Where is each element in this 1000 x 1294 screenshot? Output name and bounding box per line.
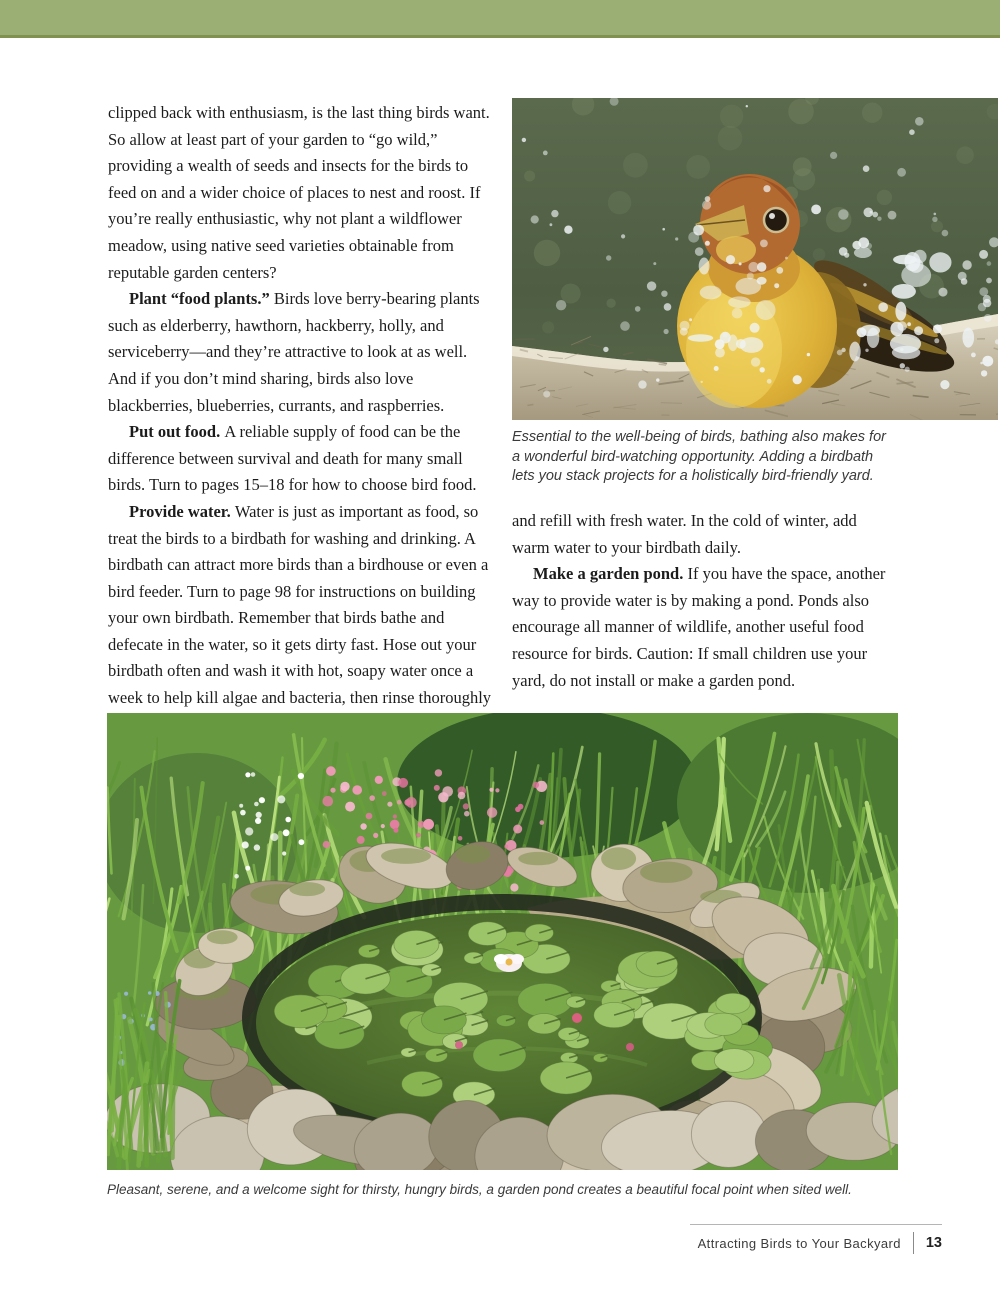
bird-throat xyxy=(716,236,756,264)
paragraph-text: and refill with fresh water. In the cold of winter, add warm water to your birdbath daily. xyxy=(512,511,857,557)
body-paragraph xyxy=(108,286,494,419)
pink-lily-bud xyxy=(572,1013,582,1023)
body-paragraph xyxy=(108,100,494,286)
page-footer xyxy=(690,1224,942,1254)
birdbath-photo xyxy=(512,98,998,420)
footer-rule xyxy=(690,1224,942,1225)
garden-pond-illustration xyxy=(107,713,898,1170)
pink-lily-bud xyxy=(455,1041,463,1049)
page-number: 13 xyxy=(925,1235,942,1251)
paragraph-lead: Put out food. xyxy=(129,422,225,442)
bird-photo-caption: Essential to the well-being of birds, bathing also makes for a wonderful bird-watching opportunity. Adding a birdbath lets you stack projects for a holistically bird-friendly yard. xyxy=(512,429,886,485)
left-text-column xyxy=(108,100,494,712)
eye-highlight xyxy=(769,213,775,219)
paragraph-text: Water is just as important as food, so treat the birds to a birdbath for washing and drinking. A birdbath can attract more birds than a birdhouse or even a bird feeder. Turn to page 98 for instructions on building your own birdbath. Remember that birds bathe and defecate in the water, so it gets dirty fast. Hose out your birdbath often and wash it with hot, soapy water once a week to help kill algae and bacteria, then rinse thoroughly xyxy=(108,501,492,708)
body-paragraph xyxy=(108,499,494,712)
header-bar xyxy=(0,0,1000,38)
body-paragraph xyxy=(512,508,894,561)
bird-eye xyxy=(764,208,788,232)
paragraph-lead: Plant “food plants.” xyxy=(129,289,274,309)
right-text-column xyxy=(512,508,894,694)
paragraph-lead: Make a garden pond. xyxy=(533,564,688,584)
pink-lily-bud xyxy=(626,1043,634,1051)
garden-pond-photo xyxy=(107,713,898,1170)
running-footer-title: Attracting Birds to Your Backyard xyxy=(697,1235,901,1251)
paragraph-text: A reliable supply of food can be the difference between survival and death for many small birds. Turn to pages 15–18 for how to choose bird food. xyxy=(108,422,477,495)
paragraph-text: Birds love berry-bearing plants such as elderberry, hawthorn, hackberry, holly, and serviceberry—and they’re attractive to look at as well. And if you don’t mind sharing, birds also love blackberries, blueberries, currants, and raspberries. xyxy=(108,289,480,415)
birdbath-photo-illustration xyxy=(512,98,998,420)
body-paragraph xyxy=(108,419,494,499)
pond-photo-caption: Pleasant, serene, and a welcome sight for thirsty, hungry birds, a garden pond creates a beautiful focal point when sited well. xyxy=(107,1182,852,1197)
paragraph-text: clipped back with enthusiasm, is the last thing birds want. So allow at least part of your garden to “go wild,” providing a wealth of seeds and insects for the birds to feed on and a wider choice of places to nest and roost. If you’re really enthusiastic, why not plant a wildflower meadow, using native seed varieties obtainable from reputable garden centers? xyxy=(108,103,490,282)
body-paragraph xyxy=(512,561,894,694)
paragraph-lead: Provide water. xyxy=(129,501,235,521)
footer-separator xyxy=(913,1232,914,1254)
paragraph-text: If you have the space, another way to provide water is by making a pond. Ponds also encourage all manner of wildlife, another useful food resource for birds. Caution: If small children use your yard, do not install or make a garden pond. xyxy=(512,564,886,690)
